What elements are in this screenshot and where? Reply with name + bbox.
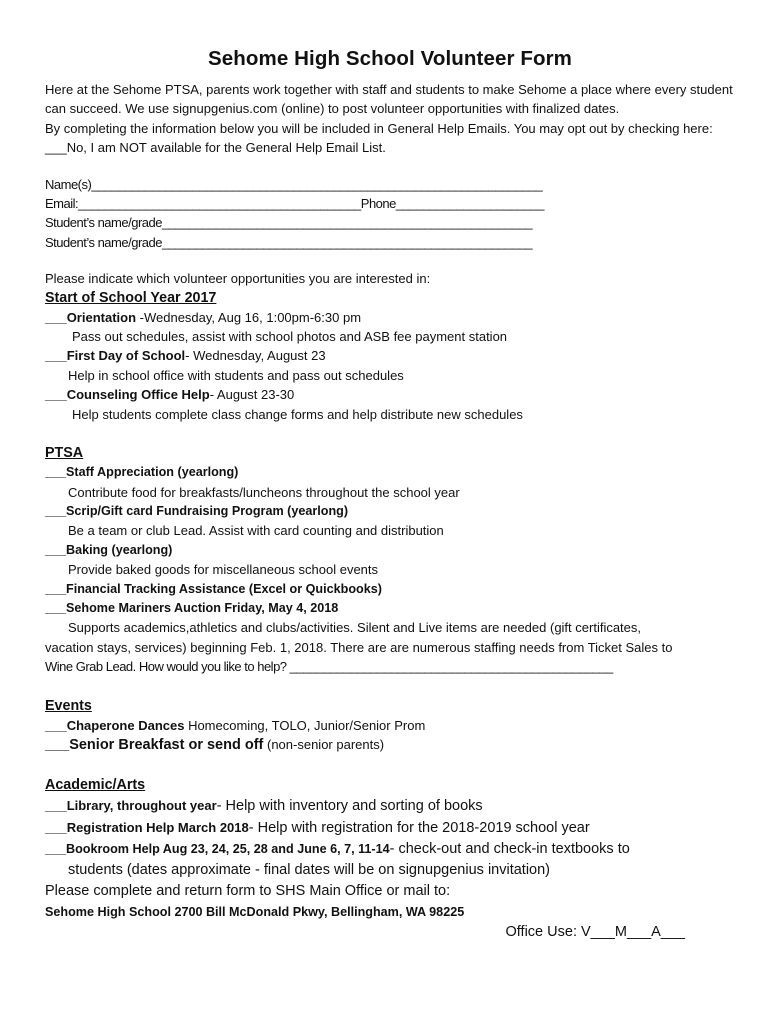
contact-fields bbox=[45, 175, 735, 253]
auction-desc-1: Supports academics,athletics and clubs/activities. Silent and Live items are needed (gift certificates, bbox=[68, 620, 642, 636]
student-field-1[interactable]: Student’s name/grade_______________________________________________________ bbox=[45, 215, 533, 231]
staff-appreciation-option[interactable]: ___Staff Appreciation (yearlong) bbox=[45, 465, 239, 480]
baking-desc: Provide baked goods for miscellaneous school events bbox=[68, 562, 379, 578]
section-heading: Events bbox=[45, 697, 92, 714]
bookroom-option[interactable]: ___Bookroom Help Aug 23, 24, 25, 28 and June 6, 7, 11-14- check-out and check-in textbooks to bbox=[45, 840, 630, 857]
orientation-desc: Pass out schedules, assist with school photos and ASB fee payment station bbox=[72, 329, 508, 345]
baking-option[interactable]: ___Baking (yearlong) bbox=[45, 542, 173, 557]
scrip-option[interactable]: ___Scrip/Gift card Fundraising Program (yearlong) bbox=[45, 503, 349, 518]
orientation-option[interactable]: ___Orientation -Wednesday, Aug 16, 1:00pm-6:30 pm bbox=[45, 309, 362, 325]
section-start-of-year bbox=[45, 289, 735, 424]
staff-appreciation-desc: Contribute food for breakfasts/luncheons throughout the school year bbox=[68, 484, 460, 500]
first-day-option[interactable]: ___First Day of School- Wednesday, August 23 bbox=[45, 348, 326, 364]
name-field[interactable]: Name(s)___________________________________________________________________ bbox=[45, 176, 543, 192]
section-events bbox=[45, 697, 735, 756]
auction-desc-2: vacation stays, services) beginning Feb. 1, 2018. There are are numerous staffing needs from Ticket Sales to bbox=[45, 639, 673, 655]
counseling-option[interactable]: ___Counseling Office Help- August 23-30 bbox=[45, 387, 295, 403]
email-phone-field[interactable]: Email:__________________________________________Phone______________________ bbox=[45, 196, 544, 212]
volunteer-form bbox=[45, 47, 735, 942]
section-heading: Start of School Year 2017 bbox=[45, 289, 217, 306]
mailing-address: Sehome High School 2700 Bill McDonald Pkwy, Bellingham, WA 98225 bbox=[45, 904, 465, 919]
library-option[interactable]: ___Library, throughout year- Help with inventory and sorting of books bbox=[45, 797, 483, 814]
section-ptsa bbox=[45, 444, 735, 676]
student-field-2[interactable]: Student’s name/grade_______________________________________________________ bbox=[45, 234, 533, 250]
auction-help-field[interactable]: Wine Grab Lead. How would you like to help? ________________________________________________ bbox=[45, 659, 613, 675]
section-academic-arts bbox=[45, 776, 735, 881]
senior-breakfast-option[interactable]: ___Senior Breakfast or send off (non-senior parents) bbox=[45, 736, 385, 753]
scrip-desc: Be a team or club Lead. Assist with card counting and distribution bbox=[68, 523, 444, 539]
section-heading: PTSA bbox=[45, 445, 84, 462]
indicate-text: Please indicate which volunteer opportunities you are interested in: bbox=[45, 271, 431, 287]
chaperone-option[interactable]: ___Chaperone Dances Homecoming, TOLO, Junior/Senior Prom bbox=[45, 717, 426, 733]
return-instructions: Please complete and return form to SHS Main Office or mail to: bbox=[45, 882, 451, 899]
counseling-desc: Help students complete class change forms and help distribute new schedules bbox=[72, 406, 523, 422]
office-use-field: Office Use: V___M___A___ bbox=[505, 923, 685, 940]
intro-paragraph: Here at the Sehome PTSA, parents work together with staff and students to make Sehome a place where every student can succeed. We use signupgenius.com (online) to post volunteer opportunities with finalized dates. bbox=[45, 82, 733, 117]
auction-option[interactable]: ___Sehome Mariners Auction Friday, May 4, 2018 bbox=[45, 600, 339, 615]
bookroom-desc: students (dates approximate - final dates will be on signupgenius invitation) bbox=[68, 861, 550, 878]
financial-option[interactable]: ___Financial Tracking Assistance (Excel or Quickbooks) bbox=[45, 581, 382, 596]
section-heading: Academic/Arts bbox=[45, 776, 146, 793]
registration-option[interactable]: ___Registration Help March 2018- Help with registration for the 2018-2019 school year bbox=[45, 819, 590, 836]
page-title: Sehome High School Volunteer Form bbox=[208, 47, 572, 70]
first-day-desc: Help in school office with students and pass out schedules bbox=[68, 367, 404, 383]
opt-out-paragraph: By completing the information below you will be included in General Help Emails. You may opt out by checking here: ___No, I am NOT available for the General Help Email List. bbox=[45, 120, 713, 156]
